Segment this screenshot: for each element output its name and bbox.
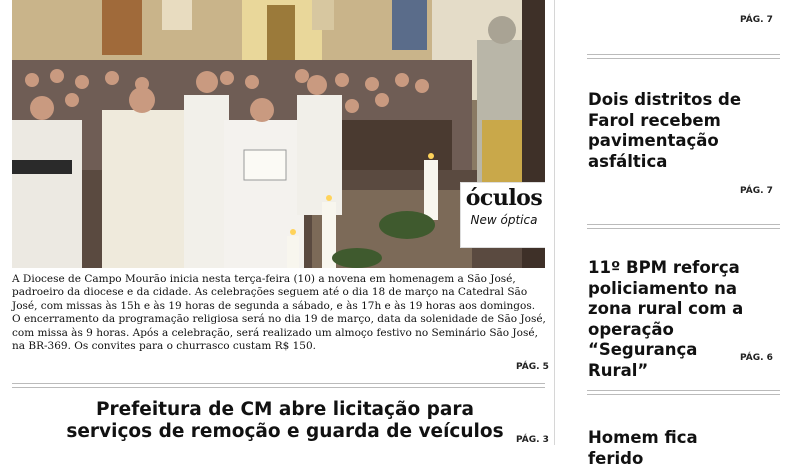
sidebar-page-ref-farol[interactable]: PÁG. 7	[740, 186, 773, 196]
sidebar-divider	[587, 390, 780, 395]
ad-brand-text: óculos	[465, 185, 543, 211]
sidebar-page-ref-bpm[interactable]: PÁG. 6	[740, 353, 773, 363]
section-divider	[12, 383, 545, 388]
sidebar-divider	[587, 224, 780, 229]
sidebar-headline-farol[interactable]: Dois distritos de Farol recebem pavimentação asfáltica	[588, 90, 742, 171]
sidebar-top-page-ref[interactable]: PÁG. 7	[740, 15, 773, 25]
sidebar-headline-bpm[interactable]: 11º BPM reforça policiamento na zona rural com a operação “Segurança Rural”	[588, 258, 744, 380]
optics-ad[interactable]	[460, 182, 545, 248]
second-story-headline[interactable]	[60, 399, 510, 443]
photo-caption: A Diocese de Campo Mourão inicia nesta terça-feira (10) a novena em homenagem a São José, padroeiro da diocese e da cidade. As celebrações seguem até o dia 18 de março na Catedral São José, com missas às 15h e às 19 horas de segunda a sábado, e às 17h e às 19 horas aos domingos. O encerramento da programação religiosa será no dia 19 de março, data da solenidade de São José, com missa às 9 horas. Após a celebração, será realizado um almoço festivo no Seminário São José, na BR-369. Os convites para o churrasco custam R$ 150.	[12, 273, 546, 353]
sidebar-headline-homem[interactable]: Homem fica ferido	[588, 428, 698, 468]
second-story-page-ref[interactable]: PÁG. 3	[516, 435, 549, 445]
ad-sub-text: New óptica	[470, 213, 538, 227]
second-headline-line2: serviços de remoção e guarda de veículos	[66, 421, 504, 442]
main-story-page-ref[interactable]: PÁG. 5	[516, 362, 549, 372]
cathedral-photo[interactable]	[12, 0, 545, 268]
sidebar-divider	[587, 54, 780, 59]
column-divider	[554, 0, 555, 445]
second-headline-line1: Prefeitura de CM abre licitação para	[96, 399, 474, 420]
